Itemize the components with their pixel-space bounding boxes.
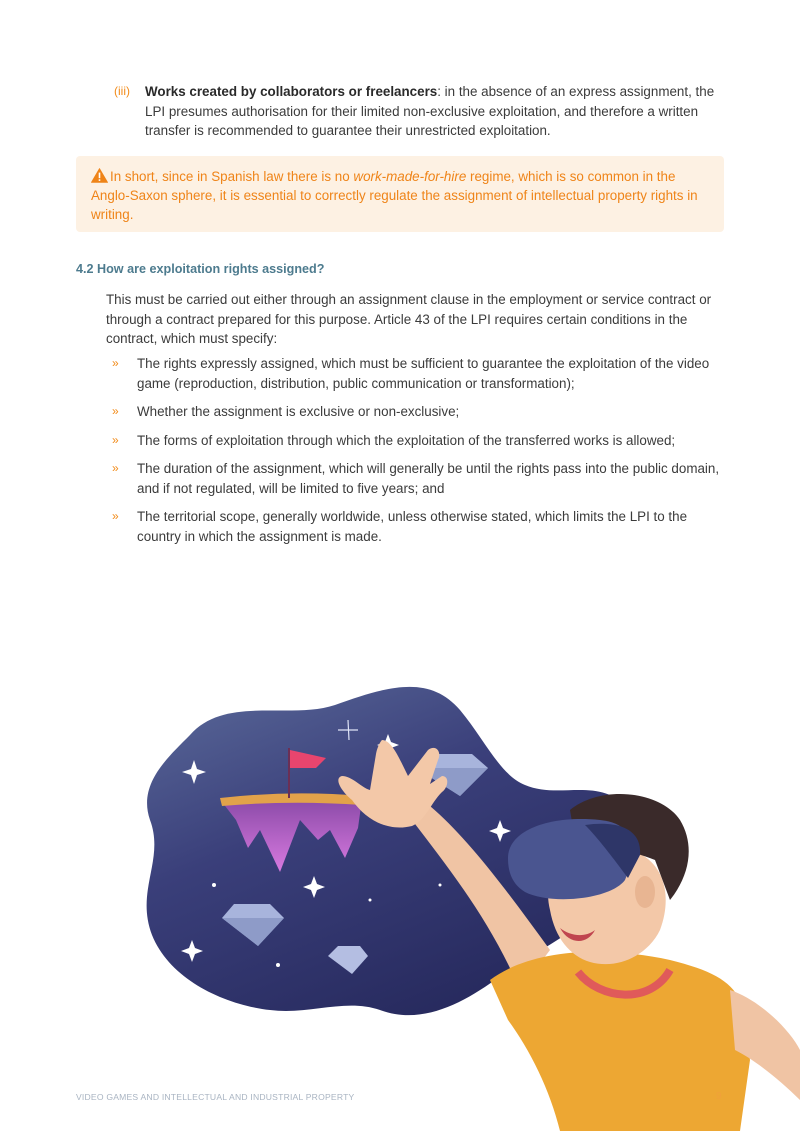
flag-pole	[288, 748, 290, 798]
callout-text	[91, 167, 711, 224]
item-heading: Works created by collaborators or freelancers	[145, 84, 438, 99]
bullet-marker: »	[112, 509, 119, 523]
list-item-text: The forms of exploitation through which the exploitation of the transferred works is allowed;	[137, 432, 676, 448]
section-intro: This must be carried out either through an assignment clause in the employment or service contract or through a contract prepared for this purpose. Article 43 of the LPI requires certain conditions in the contract, which must specify:	[106, 292, 712, 346]
page-number: 9	[716, 1091, 722, 1102]
callout-text-after: regime, which is so common in the Anglo-Saxon sphere, it is essential to correctly regulate the assignment of intellectual property rights in writing.	[91, 169, 698, 222]
ear	[635, 876, 655, 908]
list-item	[106, 459, 722, 498]
list-item	[106, 402, 722, 422]
bullet-marker: »	[112, 404, 119, 418]
list-item-text: The rights expressly assigned, which must be sufficient to guarantee the exploitation of the video game (reproduction, distribution, public communication or transformation);	[137, 356, 710, 391]
list-item	[106, 507, 722, 546]
item-number: (iii)	[114, 84, 130, 98]
bullet-list	[106, 354, 722, 546]
list-item-text: The territorial scope, generally worldwide, unless otherwise stated, which limits the LPI to the country in which the assignment is made.	[137, 509, 688, 544]
shirt	[490, 952, 750, 1131]
callout-text-before: In short, since in Spanish law there is no	[110, 169, 354, 184]
list-item-text: Whether the assignment is exclusive or non-exclusive;	[137, 404, 460, 419]
vr-illustration	[130, 680, 800, 1131]
bullet-marker: »	[112, 356, 119, 370]
bullet-marker: »	[112, 461, 119, 475]
list-item-text: The duration of the assignment, which will generally be until the rights pass into the public domain, and if not regulated, will be limited to five years; and	[137, 461, 720, 496]
section-title: 4.2 How are exploitation rights assigned?	[76, 262, 325, 276]
footer-title: VIDEO GAMES AND INTELLECTUAL AND INDUSTRIAL PROPERTY	[76, 1092, 355, 1102]
summary-callout	[76, 156, 724, 232]
callout-text-italic: work-made-for-hire	[353, 169, 467, 184]
bullet-marker: »	[112, 432, 119, 447]
item-body	[145, 82, 724, 141]
warning-icon	[91, 168, 108, 183]
item-text: : in the absence of an express assignment, the LPI presumes authorisation for their limited non-exclusive exploitation, and therefore a written transfer is recommended to guarantee their unrestricted exploitation.	[145, 84, 715, 138]
list-item	[106, 431, 722, 451]
list-item-iii	[114, 82, 724, 141]
list-item	[106, 354, 722, 393]
